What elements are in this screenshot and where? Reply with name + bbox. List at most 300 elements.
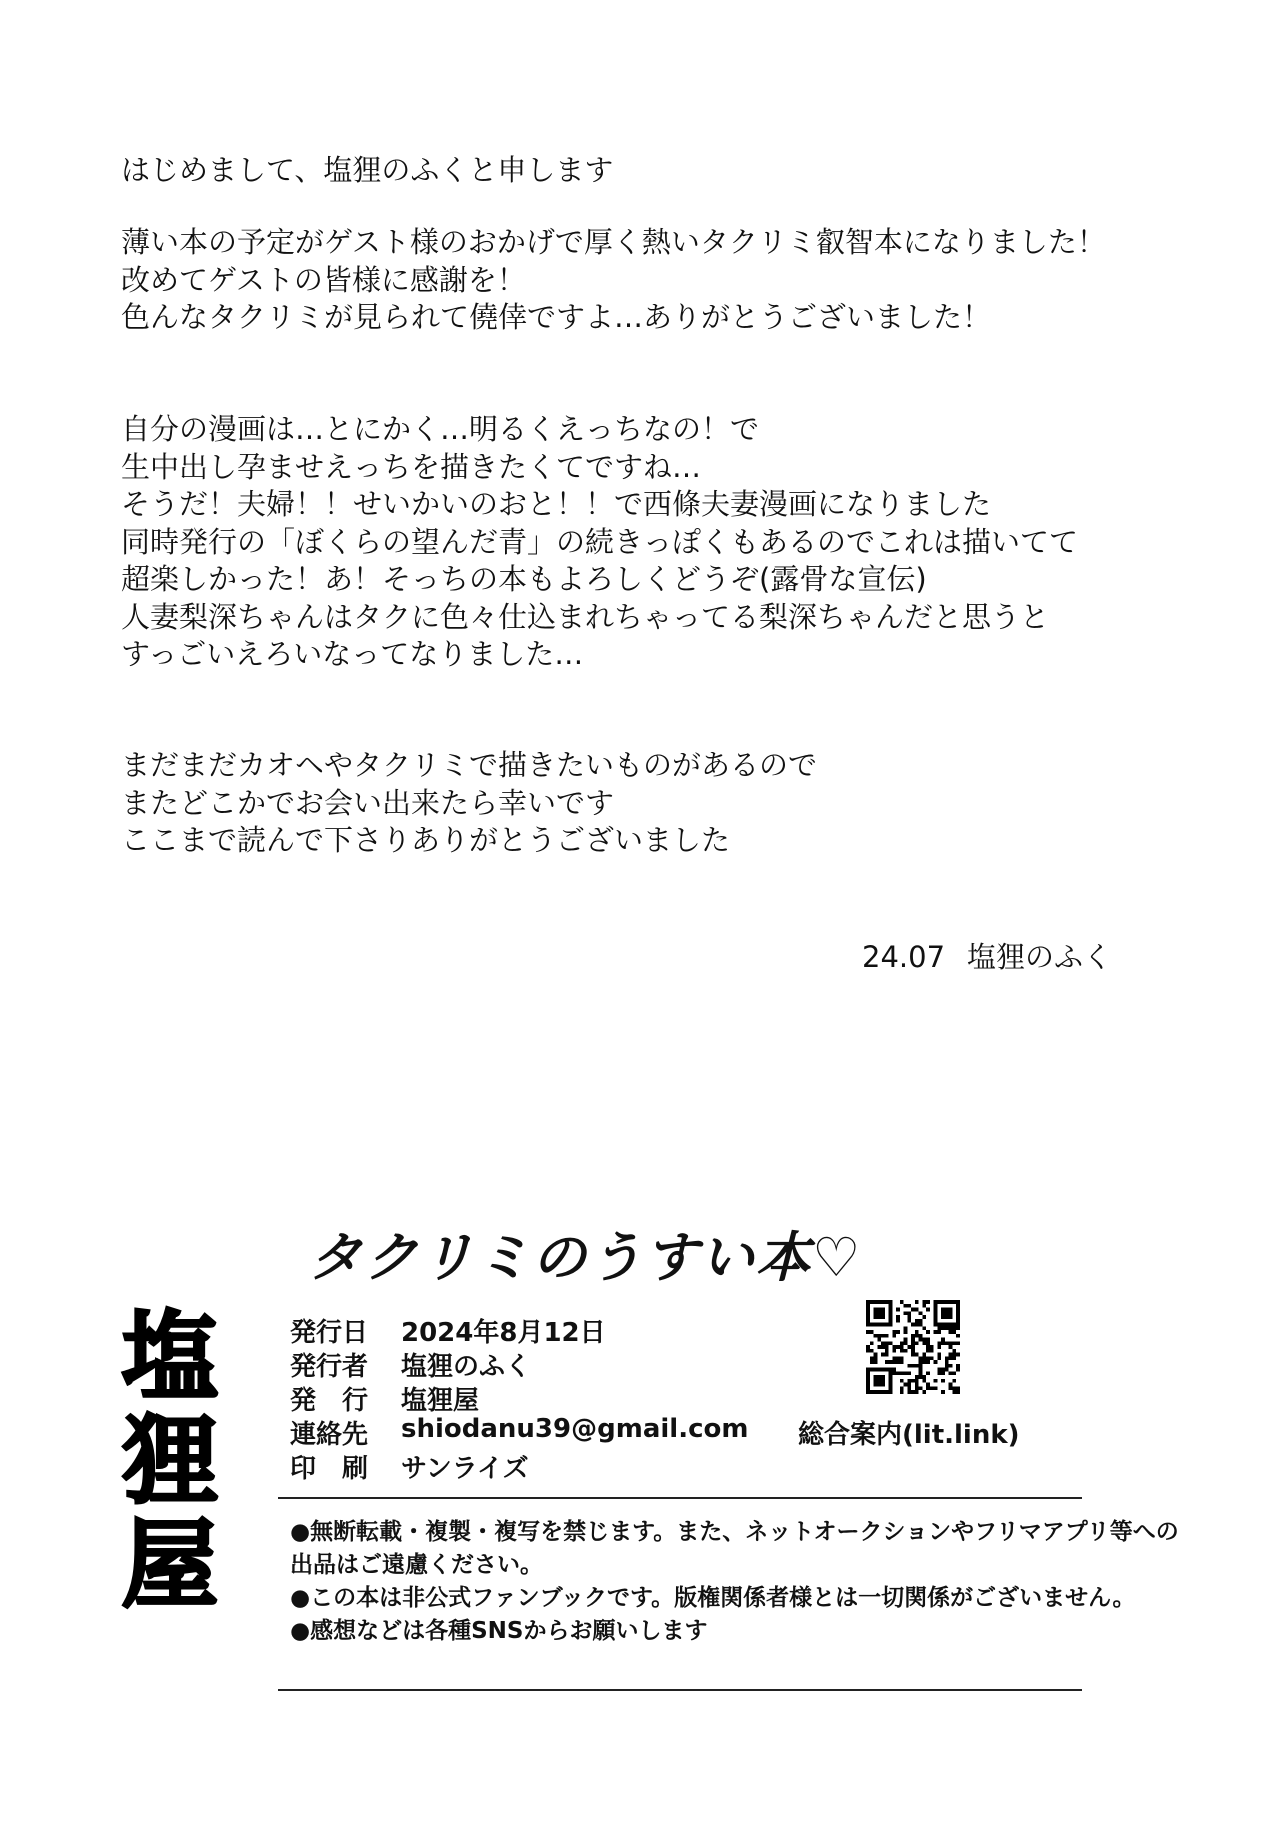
qr-module bbox=[870, 1390, 874, 1394]
qr-module bbox=[866, 1375, 870, 1379]
qr-module bbox=[881, 1383, 885, 1387]
qr-module bbox=[870, 1330, 874, 1334]
qr-module bbox=[941, 1323, 945, 1327]
qr-module bbox=[945, 1341, 949, 1345]
colophon-row bbox=[290, 1380, 748, 1414]
qr-code-icon bbox=[866, 1300, 960, 1394]
qr-module bbox=[866, 1319, 870, 1323]
qr-module bbox=[941, 1368, 945, 1372]
signature bbox=[862, 935, 1112, 976]
qr-module bbox=[874, 1334, 878, 1338]
divider bbox=[278, 1689, 1082, 1691]
qr-module bbox=[956, 1353, 960, 1357]
qr-module bbox=[904, 1326, 908, 1330]
qr-module bbox=[911, 1353, 915, 1357]
row-label: 連絡先 bbox=[290, 1420, 369, 1450]
qr-module bbox=[892, 1360, 896, 1364]
qr-module bbox=[881, 1334, 885, 1338]
qr-module bbox=[877, 1308, 881, 1312]
qr-module bbox=[941, 1300, 945, 1304]
qr-module bbox=[900, 1379, 904, 1383]
logo-char: 屋 bbox=[122, 1509, 218, 1621]
qr-module bbox=[926, 1330, 930, 1334]
qr-module bbox=[885, 1345, 889, 1349]
qr-module bbox=[956, 1304, 960, 1308]
qr-module bbox=[889, 1323, 893, 1327]
qr-module bbox=[866, 1300, 870, 1304]
qr-module bbox=[874, 1360, 878, 1364]
qr-module bbox=[889, 1300, 893, 1304]
qr-module bbox=[885, 1390, 889, 1394]
qr-module bbox=[885, 1341, 889, 1345]
qr-module bbox=[949, 1345, 953, 1349]
qr-module bbox=[941, 1326, 945, 1330]
qr-module bbox=[945, 1360, 949, 1364]
qr-module bbox=[877, 1334, 881, 1338]
row-label: 印 刷 bbox=[290, 1454, 369, 1484]
qr-module bbox=[919, 1375, 923, 1379]
qr-module bbox=[877, 1300, 881, 1304]
qr-module bbox=[919, 1334, 923, 1338]
qr-module bbox=[874, 1300, 878, 1304]
text-line: 自分の漫画は…とにかく…明るくえっちなの！で bbox=[121, 412, 760, 446]
qr-module bbox=[896, 1308, 900, 1312]
qr-module bbox=[956, 1390, 960, 1394]
qr-module bbox=[900, 1390, 904, 1394]
qr-module bbox=[922, 1353, 926, 1357]
qr-module bbox=[915, 1379, 919, 1383]
afterword-paragraph-2 bbox=[121, 411, 1078, 674]
qr-module bbox=[881, 1353, 885, 1357]
qr-module bbox=[915, 1341, 919, 1345]
qr-module bbox=[952, 1390, 956, 1394]
qr-module bbox=[937, 1323, 941, 1327]
qr-module bbox=[919, 1311, 923, 1315]
qr-module bbox=[874, 1356, 878, 1360]
qr-module bbox=[922, 1341, 926, 1345]
qr-module bbox=[949, 1326, 953, 1330]
qr-module bbox=[926, 1308, 930, 1312]
qr-module bbox=[866, 1386, 870, 1390]
qr-module bbox=[919, 1338, 923, 1342]
qr-module bbox=[934, 1315, 938, 1319]
qr-module bbox=[949, 1364, 953, 1368]
qr-module bbox=[941, 1390, 945, 1394]
qr-module bbox=[907, 1364, 911, 1368]
qr-module bbox=[945, 1323, 949, 1327]
qr-module bbox=[949, 1330, 953, 1334]
qr-module bbox=[926, 1300, 930, 1304]
qr-module bbox=[877, 1315, 881, 1319]
qr-module bbox=[881, 1311, 885, 1315]
qr-module bbox=[866, 1349, 870, 1353]
qr-module bbox=[911, 1341, 915, 1345]
qr-module bbox=[874, 1323, 878, 1327]
qr-module bbox=[952, 1326, 956, 1330]
qr-module bbox=[934, 1330, 938, 1334]
contact-email: shiodanu39@gmail.com bbox=[401, 1414, 749, 1444]
qr-module bbox=[934, 1300, 938, 1304]
qr-module bbox=[874, 1383, 878, 1387]
qr-module bbox=[904, 1383, 908, 1387]
qr-module bbox=[945, 1300, 949, 1304]
colophon-row bbox=[290, 1346, 748, 1380]
qr-module bbox=[915, 1375, 919, 1379]
qr-module bbox=[934, 1308, 938, 1312]
afterword-paragraph-3 bbox=[121, 747, 817, 860]
note-line: 出品はご遠慮ください。 bbox=[290, 1552, 543, 1578]
greeting bbox=[121, 152, 613, 190]
qr-module bbox=[941, 1308, 945, 1312]
qr-module bbox=[889, 1379, 893, 1383]
qr-module bbox=[956, 1326, 960, 1330]
qr-module bbox=[885, 1360, 889, 1364]
qr-module bbox=[926, 1345, 930, 1349]
text-line: またどこかでお会い出来たら幸いです bbox=[121, 785, 615, 820]
qr-module bbox=[889, 1386, 893, 1390]
qr-module bbox=[919, 1364, 923, 1368]
qr-module bbox=[926, 1371, 930, 1375]
logo-char: 塩 bbox=[122, 1301, 218, 1413]
qr-module bbox=[952, 1330, 956, 1334]
qr-module bbox=[945, 1315, 949, 1319]
qr-module bbox=[900, 1349, 904, 1353]
qr-module bbox=[911, 1308, 915, 1312]
qr-module bbox=[949, 1353, 953, 1357]
qr-module bbox=[937, 1300, 941, 1304]
row-value: 塩狸のふく bbox=[401, 1352, 532, 1382]
qr-module bbox=[874, 1390, 878, 1394]
qr-module bbox=[922, 1390, 926, 1394]
qr-module bbox=[904, 1330, 908, 1334]
qr-module bbox=[941, 1371, 945, 1375]
qr-module bbox=[885, 1349, 889, 1353]
qr-module bbox=[956, 1368, 960, 1372]
qr-module bbox=[907, 1304, 911, 1308]
note-line: ●感想などは各種SNSからお願いします bbox=[290, 1618, 708, 1644]
qr-module bbox=[870, 1368, 874, 1372]
qr-module bbox=[915, 1300, 919, 1304]
qr-module bbox=[889, 1368, 893, 1372]
qr-module bbox=[870, 1360, 874, 1364]
qr-module bbox=[919, 1356, 923, 1360]
qr-module bbox=[956, 1364, 960, 1368]
qr-caption: 総合案内(lit.link) bbox=[798, 1420, 1020, 1450]
qr-module bbox=[941, 1315, 945, 1319]
qr-module bbox=[907, 1315, 911, 1319]
qr-module bbox=[877, 1323, 881, 1327]
qr-module bbox=[945, 1326, 949, 1330]
qr-module bbox=[934, 1360, 938, 1364]
qr-module bbox=[866, 1383, 870, 1387]
qr-module bbox=[915, 1308, 919, 1312]
qr-module bbox=[915, 1323, 919, 1327]
qr-module bbox=[874, 1311, 878, 1315]
qr-module bbox=[892, 1330, 896, 1334]
qr-module bbox=[919, 1371, 923, 1375]
qr-module bbox=[926, 1338, 930, 1342]
qr-module bbox=[952, 1300, 956, 1304]
qr-module bbox=[870, 1300, 874, 1304]
qr-module bbox=[866, 1379, 870, 1383]
qr-module bbox=[870, 1323, 874, 1327]
qr-module bbox=[949, 1311, 953, 1315]
qr-module bbox=[945, 1364, 949, 1368]
qr-module bbox=[915, 1383, 919, 1387]
qr-module bbox=[956, 1334, 960, 1338]
qr-module bbox=[952, 1371, 956, 1375]
row-label: 発行者 bbox=[290, 1352, 369, 1382]
qr-module bbox=[904, 1349, 908, 1353]
qr-module bbox=[952, 1341, 956, 1345]
row-value: 2024年8月12日 bbox=[401, 1318, 606, 1348]
qr-module bbox=[945, 1308, 949, 1312]
qr-module bbox=[956, 1311, 960, 1315]
qr-module bbox=[866, 1304, 870, 1308]
qr-module bbox=[919, 1368, 923, 1372]
qr-module bbox=[892, 1356, 896, 1360]
qr-module bbox=[949, 1300, 953, 1304]
text-line: ここまで読んで下さりありがとうございました bbox=[121, 823, 731, 857]
qr-module bbox=[881, 1323, 885, 1327]
qr-module bbox=[934, 1311, 938, 1315]
qr-module bbox=[874, 1315, 878, 1319]
qr-module bbox=[915, 1330, 919, 1334]
qr-module bbox=[941, 1338, 945, 1342]
qr-module bbox=[934, 1304, 938, 1308]
qr-module bbox=[937, 1353, 941, 1357]
qr-module bbox=[866, 1390, 870, 1394]
qr-module bbox=[926, 1360, 930, 1364]
qr-module bbox=[919, 1360, 923, 1364]
qr-module bbox=[956, 1300, 960, 1304]
qr-module bbox=[907, 1386, 911, 1390]
qr-module bbox=[896, 1330, 900, 1334]
text-line: 人妻梨深ちゃんはタクに色々仕込まれちゃってる梨深ちゃんだと思うと bbox=[121, 599, 1050, 634]
note-line: ●無断転載・複製・複写を禁じます。また、ネットオークションやフリマアプリ等への bbox=[290, 1519, 1179, 1545]
qr-module bbox=[949, 1386, 953, 1390]
qr-module bbox=[956, 1386, 960, 1390]
qr-module bbox=[881, 1315, 885, 1319]
qr-module bbox=[911, 1390, 915, 1394]
colophon-row bbox=[290, 1448, 748, 1482]
qr-module bbox=[900, 1300, 904, 1304]
qr-module bbox=[896, 1371, 900, 1375]
qr-module bbox=[907, 1379, 911, 1383]
qr-module bbox=[900, 1371, 904, 1375]
qr-module bbox=[911, 1338, 915, 1342]
qr-module bbox=[881, 1345, 885, 1349]
qr-module bbox=[934, 1386, 938, 1390]
qr-module bbox=[934, 1323, 938, 1327]
signature-name: 塩狸のふく bbox=[967, 940, 1113, 974]
qr-module bbox=[949, 1383, 953, 1387]
qr-module bbox=[877, 1338, 881, 1342]
qr-module bbox=[907, 1371, 911, 1375]
qr-module bbox=[889, 1311, 893, 1315]
row-value: サンライズ bbox=[401, 1454, 529, 1484]
qr-module bbox=[866, 1368, 870, 1372]
qr-module bbox=[952, 1379, 956, 1383]
qr-module bbox=[885, 1323, 889, 1327]
qr-module bbox=[896, 1360, 900, 1364]
qr-module bbox=[930, 1356, 934, 1360]
qr-module bbox=[949, 1371, 953, 1375]
note-line: ●この本は非公式ファンブックです。版権関係者様とは一切関係がございません。 bbox=[290, 1585, 1136, 1611]
logo-char: 狸 bbox=[122, 1405, 218, 1517]
book-title: タクリミのうすい本♡ bbox=[308, 1226, 863, 1289]
qr-module bbox=[941, 1341, 945, 1345]
qr-module bbox=[956, 1341, 960, 1345]
qr-module bbox=[915, 1319, 919, 1323]
qr-module bbox=[896, 1319, 900, 1323]
notes bbox=[290, 1516, 1179, 1648]
qr-module bbox=[874, 1353, 878, 1357]
qr-module bbox=[866, 1330, 870, 1334]
qr-module bbox=[919, 1386, 923, 1390]
row-label: 発行日 bbox=[290, 1318, 369, 1348]
qr-module bbox=[866, 1308, 870, 1312]
text-line: まだまだカオヘやタクリミで描きたいものがあるので bbox=[121, 748, 818, 782]
qr-module bbox=[907, 1319, 911, 1323]
divider bbox=[278, 1497, 1082, 1499]
qr-module bbox=[900, 1341, 904, 1345]
qr-module bbox=[926, 1356, 930, 1360]
text-line: 改めてゲストの皆様に感謝を！ bbox=[121, 262, 526, 297]
qr-module bbox=[877, 1368, 881, 1372]
qr-module bbox=[922, 1338, 926, 1342]
qr-module bbox=[915, 1334, 919, 1338]
qr-module bbox=[907, 1311, 911, 1315]
qr-module bbox=[866, 1311, 870, 1315]
qr-module bbox=[889, 1371, 893, 1375]
qr-module bbox=[885, 1300, 889, 1304]
qr-module bbox=[889, 1360, 893, 1364]
qr-module bbox=[892, 1334, 896, 1338]
qr-module bbox=[900, 1356, 904, 1360]
qr-module bbox=[889, 1383, 893, 1387]
qr-module bbox=[889, 1308, 893, 1312]
qr-module bbox=[956, 1315, 960, 1319]
qr-module bbox=[907, 1345, 911, 1349]
colophon-row bbox=[290, 1414, 748, 1448]
qr-module bbox=[922, 1315, 926, 1319]
qr-module bbox=[904, 1304, 908, 1308]
qr-module bbox=[866, 1323, 870, 1327]
qr-module bbox=[919, 1319, 923, 1323]
qr-module bbox=[922, 1304, 926, 1308]
colophon-table bbox=[290, 1312, 748, 1482]
qr-module bbox=[911, 1334, 915, 1338]
qr-module bbox=[892, 1345, 896, 1349]
qr-module bbox=[956, 1323, 960, 1327]
qr-module bbox=[915, 1386, 919, 1390]
qr-module bbox=[930, 1386, 934, 1390]
qr-module bbox=[904, 1338, 908, 1342]
qr-module bbox=[870, 1341, 874, 1345]
circle-logo bbox=[112, 1301, 228, 1621]
qr-module bbox=[892, 1368, 896, 1372]
qr-module bbox=[881, 1375, 885, 1379]
qr-module bbox=[922, 1360, 926, 1364]
text-line: 超楽しかった！あ！そっちの本もよろしくどうぞ(露骨な宣伝) bbox=[121, 562, 927, 596]
qr-module bbox=[911, 1379, 915, 1383]
qr-module bbox=[922, 1326, 926, 1330]
qr-module bbox=[952, 1353, 956, 1357]
qr-module bbox=[915, 1364, 919, 1368]
qr-module bbox=[881, 1300, 885, 1304]
qr-module bbox=[900, 1345, 904, 1349]
qr-module bbox=[949, 1308, 953, 1312]
qr-module bbox=[949, 1315, 953, 1319]
qr-module bbox=[877, 1379, 881, 1383]
qr-module bbox=[877, 1375, 881, 1379]
qr-module bbox=[870, 1349, 874, 1353]
qr-module bbox=[934, 1319, 938, 1323]
qr-module bbox=[941, 1379, 945, 1383]
qr-module bbox=[889, 1390, 893, 1394]
qr-module bbox=[870, 1356, 874, 1360]
qr-module bbox=[881, 1379, 885, 1383]
qr-module bbox=[911, 1323, 915, 1327]
qr-module bbox=[937, 1345, 941, 1349]
qr-module bbox=[930, 1349, 934, 1353]
text-line: はじめまして、塩狸のふくと申します bbox=[121, 153, 614, 187]
qr-module bbox=[904, 1311, 908, 1315]
qr-module bbox=[877, 1311, 881, 1315]
qr-module bbox=[919, 1323, 923, 1327]
qr-module bbox=[952, 1349, 956, 1353]
row-value: 塩狸屋 bbox=[401, 1386, 480, 1416]
qr-module bbox=[907, 1383, 911, 1387]
qr-module bbox=[874, 1308, 878, 1312]
qr-module bbox=[956, 1308, 960, 1312]
qr-module bbox=[900, 1386, 904, 1390]
qr-module bbox=[911, 1364, 915, 1368]
row-label: 発 行 bbox=[290, 1386, 369, 1416]
qr-module bbox=[889, 1304, 893, 1308]
qr-module bbox=[896, 1356, 900, 1360]
signature-date: 24.07 bbox=[862, 940, 946, 974]
qr-module bbox=[866, 1315, 870, 1319]
qr-module bbox=[881, 1341, 885, 1345]
qr-module bbox=[874, 1368, 878, 1372]
qr-module bbox=[866, 1345, 870, 1349]
qr-module bbox=[911, 1345, 915, 1349]
qr-module bbox=[937, 1356, 941, 1360]
qr-module bbox=[874, 1379, 878, 1383]
qr-module bbox=[937, 1371, 941, 1375]
qr-module bbox=[922, 1379, 926, 1383]
qr-module bbox=[949, 1356, 953, 1360]
qr-module bbox=[892, 1371, 896, 1375]
qr-module bbox=[941, 1311, 945, 1315]
qr-module bbox=[926, 1383, 930, 1387]
colophon-row bbox=[290, 1312, 748, 1346]
qr-module bbox=[949, 1323, 953, 1327]
qr-module bbox=[885, 1334, 889, 1338]
qr-module bbox=[896, 1345, 900, 1349]
qr-module bbox=[866, 1371, 870, 1375]
qr-module bbox=[889, 1341, 893, 1345]
qr-module bbox=[926, 1386, 930, 1390]
qr-module bbox=[889, 1375, 893, 1379]
text-line: 薄い本の予定がゲスト様のおかげで厚く熱いタクリミ叡智本になりました！ bbox=[121, 225, 1106, 259]
text-line: 生中出し孕ませえっちを描きたくてですね… bbox=[121, 449, 702, 484]
qr-module bbox=[945, 1356, 949, 1360]
qr-module bbox=[945, 1311, 949, 1315]
qr-module bbox=[922, 1300, 926, 1304]
